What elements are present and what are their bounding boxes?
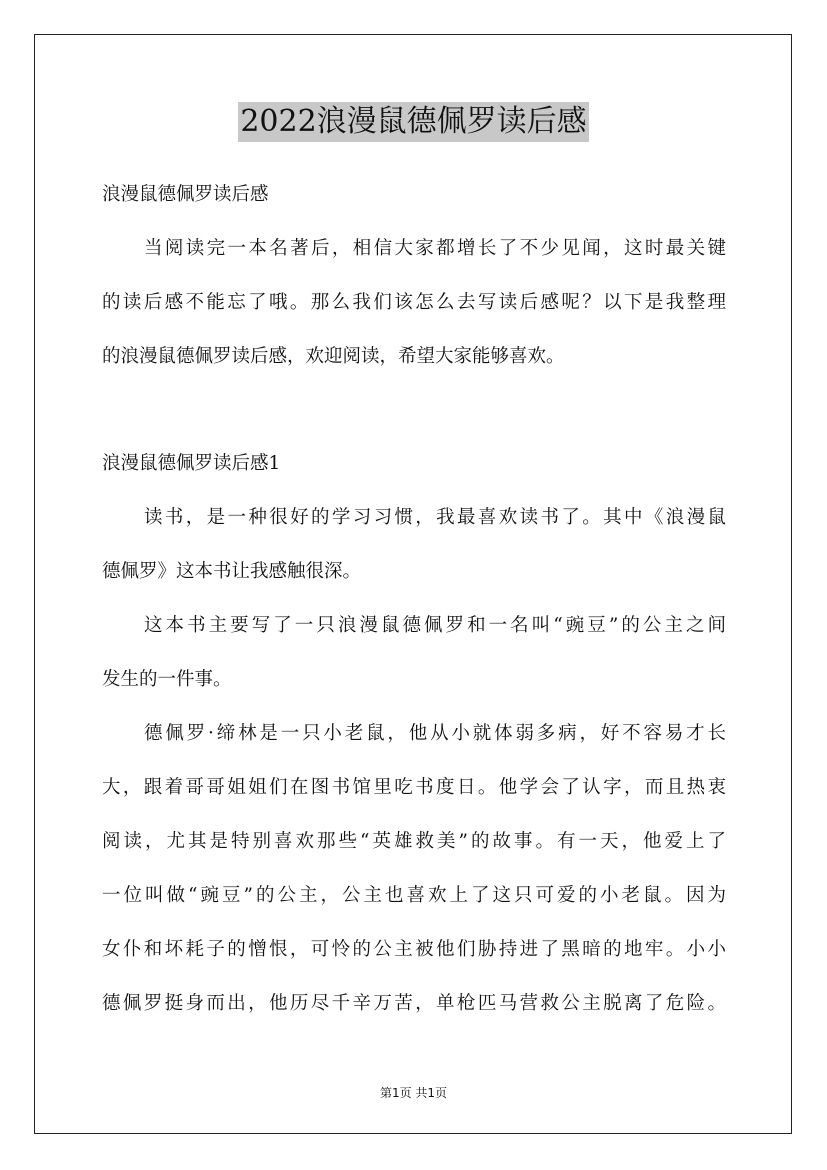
paragraph-line: 德佩罗》这本书让我感触很深。 bbox=[102, 561, 362, 582]
document-title-wrap bbox=[0, 102, 827, 142]
paragraph-line: 阅读，尤其是特别喜欢那些“英雄救美”的故事。有一天，他爱上了 bbox=[102, 831, 726, 852]
page-footer: 第1页 共1页 bbox=[379, 1086, 448, 1100]
document-body bbox=[102, 168, 726, 1031]
paragraph-line: 读书，是一种很好的学习习惯，我最喜欢读书了。其中《浪漫鼠 bbox=[144, 507, 726, 528]
document-title: 2022浪漫鼠德佩罗读后感 bbox=[238, 102, 588, 142]
paragraph-line: 德佩罗·缔林是一只小老鼠，他从小就体弱多病，好不容易才长 bbox=[144, 723, 726, 744]
paragraph-line: 发生的一件事。 bbox=[102, 669, 232, 690]
intro-line: 的浪漫鼠德佩罗读后感，欢迎阅读，希望大家能够喜欢。 bbox=[102, 346, 565, 367]
paragraph-line: 这本书主要写了一只浪漫鼠德佩罗和一名叫“豌豆”的公主之间 bbox=[144, 615, 726, 636]
paragraph-gap bbox=[102, 384, 726, 437]
intro-line: 当阅读完一本名著后，相信大家都增长了不少见闻，这时最关键 bbox=[144, 238, 726, 259]
intro-line: 的读后感不能忘了哦。那么我们该怎么去写读后感呢？以下是我整理 bbox=[102, 292, 726, 313]
intro-heading: 浪漫鼠德佩罗读后感 bbox=[102, 184, 269, 205]
paragraph-line: 大，跟着哥哥姐姐们在图书馆里吃书度日。他学会了认字，而且热衷 bbox=[102, 777, 726, 798]
paragraph-line: 女仆和坏耗子的憎恨，可怜的公主被他们胁持进了黑暗的地牢。小小 bbox=[102, 939, 726, 960]
paragraph-line: 德佩罗挺身而出，他历尽千辛万苦，单枪匹马营救公主脱离了危险。 bbox=[102, 993, 726, 1014]
section-heading: 浪漫鼠德佩罗读后感1 bbox=[102, 453, 281, 474]
paragraph-line: 一位叫做“豌豆”的公主，公主也喜欢上了这只可爱的小老鼠。因为 bbox=[102, 885, 726, 906]
